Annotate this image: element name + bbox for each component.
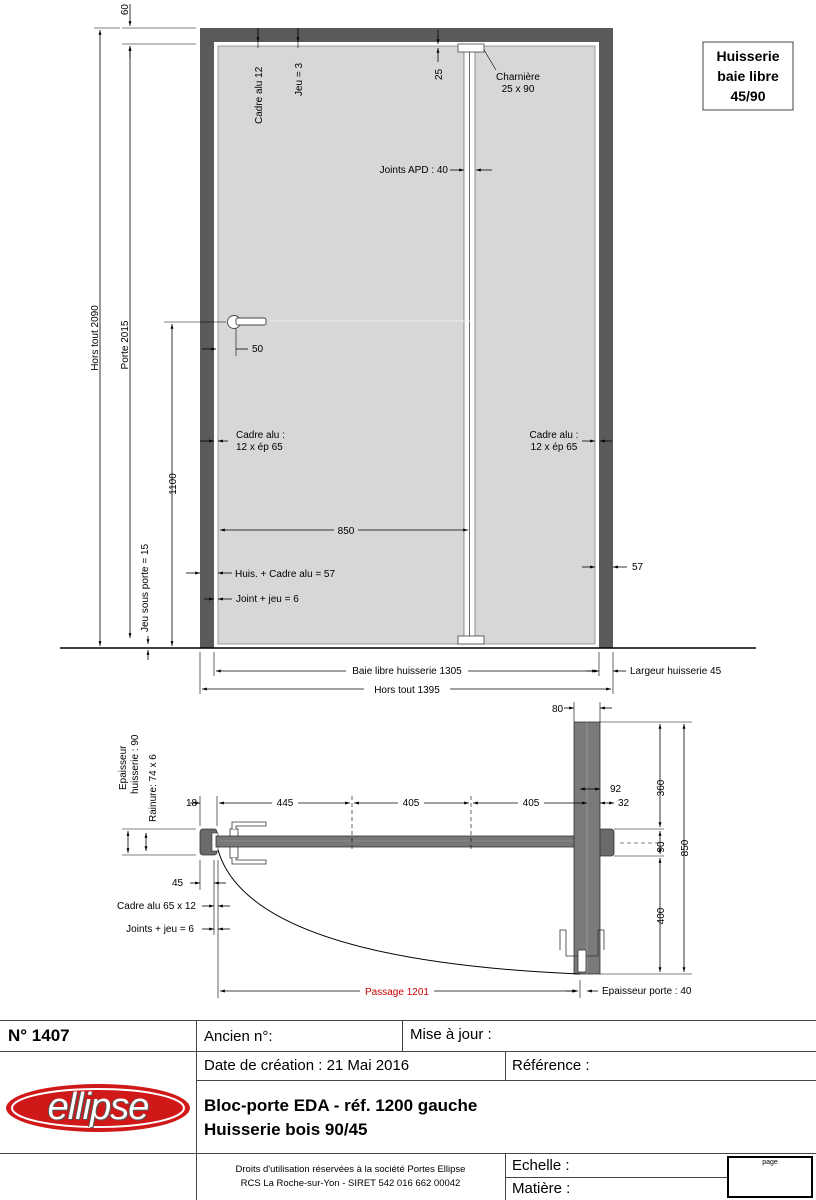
cadre-alu-right-label: Cadre alu : [529,430,579,441]
badge-line-1: Huisserie [716,48,780,64]
dim-joint-jeu-6: Joint + jeu = 6 [236,594,299,605]
ancien-numero-label: Ancien n°: [204,1028,273,1045]
dim-handle-50: 50 [252,344,264,355]
droits-line-1: Droits d'utilisation réservées à la société Portes Ellipse [235,1164,466,1175]
charniere-size: 25 x 90 [501,84,535,95]
dim-plan-90: 90 [656,841,667,853]
dim-largeur-huisserie-45: Largeur huisserie 45 [630,666,722,677]
badge-line-3: 45/90 [730,88,766,104]
dim-huis-cadre-57: Huis. + Cadre alu = 57 [235,569,336,580]
date-creation: Date de création : 21 Mai 2016 [204,1057,410,1074]
page-label: page [762,1159,778,1166]
dim-60: 60 [120,4,131,16]
joints-jeu-plan-label: Joints + jeu = 6 [126,924,194,935]
cadre-alu-left-label: Cadre alu : [236,430,285,441]
drawing-title-line-2: Huisserie bois 90/45 [204,1120,368,1139]
rainure-label: Rainure: 74 x 6 [148,754,159,822]
matiere-label: Matière : [512,1180,571,1197]
badge-line-2: baie libre [717,68,779,84]
joints-apd-label: Joints APD : 40 [379,165,448,176]
dim-jeu-3: Jeu = 3 [294,62,305,96]
dim-hors-tout-1395: Hors tout 1395 [374,685,440,696]
dim-porte-2015: Porte 2015 [120,320,131,370]
ellipse-logo [4,1076,192,1136]
dim-plan-32: 32 [618,798,630,809]
dim-plan-405a: 405 [402,798,420,809]
dim-25: 25 [434,68,445,80]
logo-text: ellipse [47,1086,149,1128]
title-block [0,1020,816,1200]
dim-plan-45: 45 [172,878,184,889]
reference-label: Référence : [512,1057,590,1074]
dim-plan-405b: 405 [522,798,540,809]
dim-1100: 1100 [168,473,179,495]
dim-cadre-alu-12: Cadre alu 12 [254,66,265,124]
dim-plan-445: 445 [276,798,294,809]
epaisseur-huisserie-value: huisserie : 90 [130,734,141,794]
door-swing-arc [218,850,580,974]
mise-a-jour-label: Mise à jour : [410,1026,492,1043]
droits-line-2: RCS La Roche-sur-Yon - SIRET 542 016 662 00042 [240,1178,461,1189]
dim-jeu-sous-porte: Jeu sous porte = 15 [140,543,151,632]
plan-view [117,702,692,998]
dim-baie-libre-1305: Baie libre huisserie 1305 [352,666,462,677]
cadre-alu-right-size: 12 x ép 65 [530,442,578,453]
echelle-label: Echelle : [512,1157,570,1174]
epaisseur-porte-label: Epaisseur porte : 40 [602,986,692,997]
cadre-alu-plan-label: Cadre alu 65 x 12 [117,901,196,912]
huisserie-badge [703,42,793,110]
passage-label: Passage 1201 [365,987,429,998]
charniere-label: Charnière [496,72,540,83]
glass-door-panel [218,46,595,644]
dim-plan-18: 18 [186,798,198,809]
dim-plan-92: 92 [610,784,622,795]
door-leaf-plan [216,836,598,847]
dim-plan-850: 850 [680,839,691,857]
hinge-top [458,44,484,52]
elevation-view [60,4,756,696]
cadre-alu-left-size: 12 x ép 65 [236,442,283,453]
dim-plan-400: 400 [656,907,667,925]
dim-plan-360: 360 [656,779,667,797]
hinge-bottom [458,636,484,644]
drawing-number: N° 1407 [8,1026,70,1045]
dim-hors-tout-2090: Hors tout 2090 [90,305,101,371]
drawing-title-line-1: Bloc-porte EDA - réf. 1200 gauche [204,1096,478,1115]
dim-right-57: 57 [632,562,644,573]
dim-plan-80: 80 [552,704,564,715]
epaisseur-huisserie-label: Epaisseur [118,745,129,790]
page-box [727,1156,813,1198]
dim-850-door: 850 [337,526,355,537]
